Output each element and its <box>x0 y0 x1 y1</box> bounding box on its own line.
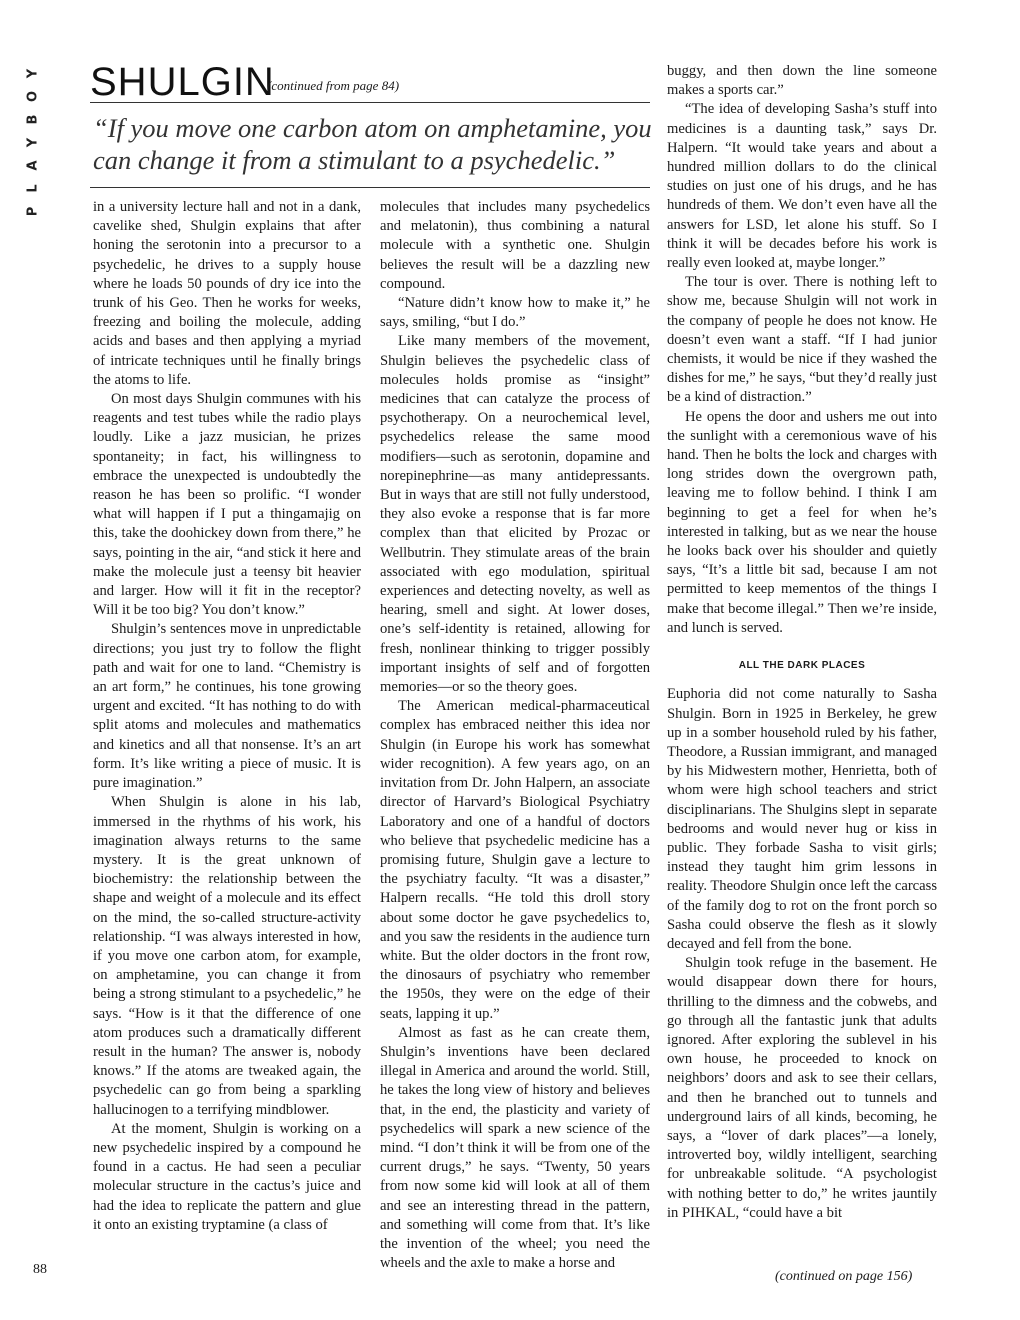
paragraph: in a university lecture hall and not in a dank, cavelike shed, Shulgin explains that after honing the serotonin into a precursor to a psychedelic, he drives to a supply house where he loads 50 pounds of dry ice into the trunk of his Geo. Then he works for weeks, freezing and boiling the molecule, adding acids and bases and then applying a myriad of intricate techniques until he finally brings the atoms to life. <box>93 199 361 388</box>
paragraph: When Shulgin is alone in his lab, immersed in the rhythms of his work, his imagination always returns to the same mystery. It is the great unknown of biochemistry: the relationship between the shape and weight of a molecule and its effect on the mind, the so-called structure-activity relationship. “I was always interested in how, if you move one carbon atom, for example, on amphetamine, you can change it from being a strong stimulant to a psychedelic,” he says. “How is it that the difference of one atom produces such a dramatically different result in the human? The answer is, nobody knows.” If the atoms are tweaked again, the psychedelic can go from being a sparkling hallucinogen to a terrifying mindblower. <box>93 794 361 1118</box>
text-column-3 <box>667 62 937 1223</box>
paragraph: The tour is over. There is nothing left to show me, because Shulgin will not work in the company of people he does not know. He doesn’t even want a staff. “If I had junior chemists, it would be nice if they washed the dishes for me,” he says, “but they’d really just be a kind of distraction.” <box>667 274 937 406</box>
text-column-2 <box>380 198 650 1273</box>
mag-letter: L <box>25 184 41 193</box>
pull-quote-line: “If you move one carbon atom on amphetamine, you <box>93 113 652 143</box>
paragraph: “The idea of developing Sasha’s stuff into medicines is a daunting task,” says Dr. Halpern. “It would take years and about a hundred million dollars to do the clinical studies on just one of his drugs, and he has hundreds of them. We don’t even have all the answers for LSD, let alone his stuff. So I think it will be decades before his work is really even looked at, maybe longer.” <box>667 101 937 272</box>
pull-quote-line: can change it from a stimulant to a psychedelic.” <box>93 145 616 175</box>
mag-letter: A <box>25 160 41 171</box>
paragraph: On most days Shulgin communes with his reagents and test tubes while the radio plays loudly. Like a jazz musician, he prizes spontaneity; in fact, his willingness to embrace the unexpected is undoubtedly the reason he has been so prolific. “I wonder what will happen if I put a thingamajig on this, take the doohickey down from there,” he says, pointing in the air, “and stick it here and make the molecule just a teensy bit heavier and larger. How will it fit in the receptor? Will it be too big? You don’t know.” <box>93 391 361 619</box>
paragraph: Shulgin took refuge in the basement. He would disappear down there for hours, thrilling to the dimness and the cobwebs, and go through all the fantastic junk that adults ignored. After exploring the sublevel in his own house, he proceeded to knock on neighbors’ doors and ask to see their cellars, and then he branched out to tunnels and underground lairs of all kinds, becoming, he says, a “lover of dark places”—a lonely, introverted boy, wildly intelligent, searching for unbreakable solitude. “A psychologist with nothing better to do,” he writes jauntily in PIHKAL, “could have a bit <box>667 955 937 1221</box>
paragraph: Almost as fast as he can create them, Shulgin’s inventions have been declared illegal in America and around the world. Still, he takes the long view of history and believes that, in the end, the plasticity and variety of psychedelics will spark a new science of the mind. “I don’t think it will be from one of the current drugs,” he says. “Twenty, 50 years from now some kid will look at all of them and see an interesting thread in the pattern, and something will come from that. It’s like the invention of the wheel; you need the wheels and the axle to make a horse and <box>380 1024 650 1272</box>
mag-letter: Y <box>25 137 41 148</box>
paragraph: molecules that includes many psychedelics and melatonin), thus combining a natural molecule with a synthetic one. Shulgin believes the result will be a dazzling new compound. <box>380 199 650 292</box>
paragraph: “Nature didn’t know how to make it,” he says, smiling, “but I do.” <box>380 295 650 331</box>
paragraph: He opens the door and ushers me out into the sunlight with a ceremonious wave of his hand. Then he bolts the lock and charges with long strides down the overgrown path, leaving me to follow behind. I think I am beginning to get a feel for when he’s interested in talking, but as we near the house he looks back over his shoulder and quietly says, “It’s a little bit sad, because I am not permitted to keep mementos of the things I make that become illegal.” Then we’re inside, and lunch is served. <box>667 408 937 636</box>
magazine-name-vertical <box>24 62 42 223</box>
article-title: SHULGIN <box>90 60 275 104</box>
paragraph: buggy, and then down the line someone makes a sports car.” <box>667 63 937 99</box>
continued-from-note: (continued from page 84) <box>267 78 400 93</box>
paragraph: The American medical-pharmaceutical complex has embraced neither this idea nor Shulgin (in Europe his work has somewhat wider recognition). A few years ago, on an invitation from Dr. John Halpern, an associate director of Harvard’s Biological Psychiatry Laboratory and one of a handful of doctors who believe that psychedelic medicine has a promising future, Shulgin gave a lecture to the psychiatry faculty. “It was a disaster,” Halpern recalls. “He told this droll story about some doctor he gave psychedelics to, and you saw the residents in the audience turn white. But the older doctors in the front row, the dinosaurs of psychiatry who remember the 1950s, they were on the edge of their seats, lapping it up.” <box>380 698 650 1022</box>
divider-bottom <box>90 187 650 188</box>
paragraph: Like many members of the movement, Shulgin believes the psychedelic class of molecules holds promise as “insight” medicines that can catalyze the process of psychotherapy. On a neurochemical level, psychedelics release the same mood modifiers—such as serotonin, dopamine and norepinephrine—as many antidepressants. But in ways that are still not fully understood, they also evoke a response that is far more complex than that elicited by Prozac or Wellbutrin. They stimulate areas of the brain associated with ego modulation, spiritual experiences and detecting novelty, as well as hearing, smell and sight. At lower doses, one’s self-identity is retained, allowing for fresh, nonlinear thinking to trigger possibly important insights of self and of forgotten memories—or so the theory goes. <box>380 333 650 696</box>
page-number: 88 <box>33 1262 47 1277</box>
text-column-1 <box>93 198 361 1235</box>
paragraph: At the moment, Shulgin is working on a new psychedelic inspired by a compound he found in a cactus. He had seen a peculiar molecular structure in the cactus’s juice and had the idea to replicate the pattern and glue it onto an existing tryptamine (a class of <box>93 1120 361 1233</box>
pull-quote <box>93 112 653 176</box>
continued-on-note: (continued on page 156) <box>775 1269 913 1284</box>
paragraph: Euphoria did not come naturally to Sasha Shulgin. Born in 1925 in Berkeley, he grew up in a somber household ruled by his father, Theodore, a Russian immigrant, and managed by his Midwestern mother, Henrietta, both of whom were high school teachers and strict disciplinarians. The Shulgins slept in separate bedrooms and would never hug or kiss in public. They forbade Sasha to visit girls; instead they taught him grim lessons in reality. Theodore Shulgin once left the carcass of the family dog to rot on the front porch so Sasha could observe the flesh as it slowly decayed and fell from the bone. <box>667 686 937 952</box>
divider-top <box>90 102 650 103</box>
mag-letter: O <box>25 90 41 103</box>
mag-letter: B <box>25 114 41 125</box>
mag-letter: P <box>25 206 41 217</box>
paragraph: Shulgin’s sentences move in unpredictable directions; you just try to follow the flight path and wait for one to land. “Chemistry is an art form,” he continues, his tone growing urgent and excited. “It has nothing to do with split atoms and molecules and mathematics and kinetics and all that nonsense. It’s an art form. It’s like writing a piece of music. It is pure imagination.” <box>93 621 361 792</box>
mag-letter: Y <box>25 68 41 79</box>
section-subhead: ALL THE DARK PLACES <box>738 660 866 672</box>
